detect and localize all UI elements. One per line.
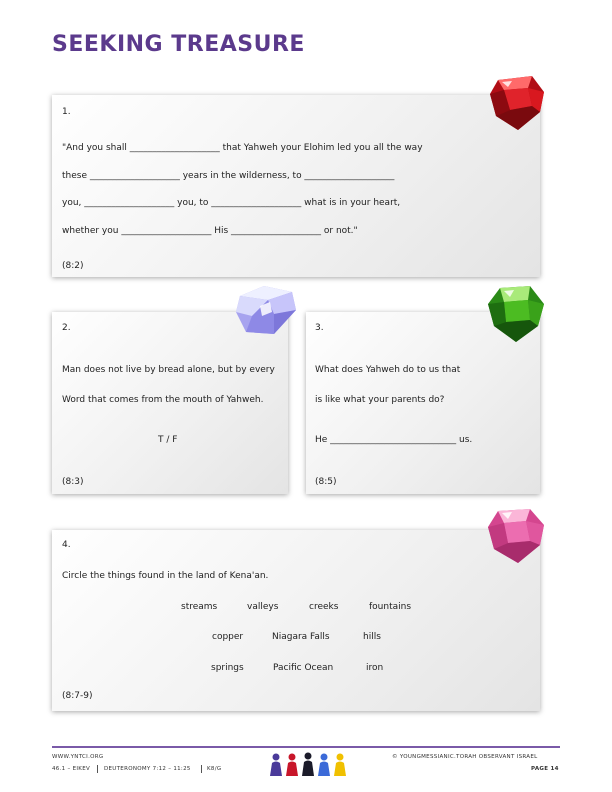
footer-divider — [52, 746, 560, 748]
answer-option-pacific-ocean: Pacific Ocean — [273, 663, 334, 673]
footer-separator-1 — [97, 765, 98, 773]
footer-separator-2 — [201, 765, 202, 773]
question-2-line-1: Man does not live by bread alone, but by every — [62, 365, 275, 375]
question-number-2: 2. — [62, 323, 71, 333]
answer-option-creeks: creeks — [309, 602, 339, 612]
question-card-4 — [52, 530, 540, 711]
question-1-line-4: whether you ____________________ His ____________________ or not." — [62, 226, 358, 236]
answer-option-iron: iron — [366, 663, 384, 673]
true-false-choice: T / F — [158, 435, 178, 445]
question-number-3: 3. — [315, 323, 324, 333]
question-4-reference: (8:7-9) — [62, 691, 93, 701]
answer-option-valleys: valleys — [247, 602, 279, 612]
question-1-line-2: these ____________________ years in the wilderness, to ____________________ — [62, 171, 395, 181]
question-1-line-1: "And you shall ____________________ that Yahweh your Elohim led you all the way — [62, 143, 423, 153]
page-title: SEEKING TREASURE — [52, 32, 305, 57]
footer-page-number: PAGE 14 — [531, 766, 559, 772]
question-card-1 — [52, 95, 540, 277]
answer-option-streams: streams — [181, 602, 218, 612]
question-3-line-1: What does Yahweh do to us that — [315, 365, 461, 375]
question-2-line-2: Word that comes from the mouth of Yahweh. — [62, 395, 264, 405]
answer-option-copper: copper — [212, 632, 244, 642]
green-gem-icon — [486, 282, 546, 344]
question-1-line-3: you, ____________________ you, to ____________________ what is in your heart, — [62, 198, 401, 208]
question-number-4: 4. — [62, 540, 71, 550]
footer-level: K8/G — [207, 766, 222, 772]
answer-option-fountains: fountains — [369, 602, 412, 612]
lavender-gem-icon — [234, 282, 298, 340]
footer-website[interactable]: WWW.YNTCI.ORG — [52, 754, 104, 760]
question-1-reference: (8:2) — [62, 261, 84, 271]
question-number-1: 1. — [62, 107, 71, 117]
answer-option-niagara-falls: Niagara Falls — [272, 632, 330, 642]
question-2-reference: (8:3) — [62, 477, 84, 487]
footer-copyright: © YOUNGMESSIANIC.TORAH OBSERVANT ISRAEL — [392, 754, 538, 760]
footer-scripture: DEUTERONOMY 7:12 – 11:25 — [104, 766, 191, 772]
question-3-line-3: He ____________________________ us. — [315, 435, 473, 445]
question-4-instruction: Circle the things found in the land of Kena'an. — [62, 571, 269, 581]
logo-people-icon — [268, 752, 350, 778]
question-3-reference: (8:5) — [315, 477, 337, 487]
footer-lesson: 46.1 – EIKEV — [52, 766, 91, 772]
red-gem-icon — [488, 72, 546, 134]
question-3-line-2: is like what your parents do? — [315, 395, 445, 405]
pink-gem-icon — [486, 505, 546, 565]
answer-option-springs: springs — [211, 663, 244, 673]
answer-option-hills: hills — [363, 632, 381, 642]
